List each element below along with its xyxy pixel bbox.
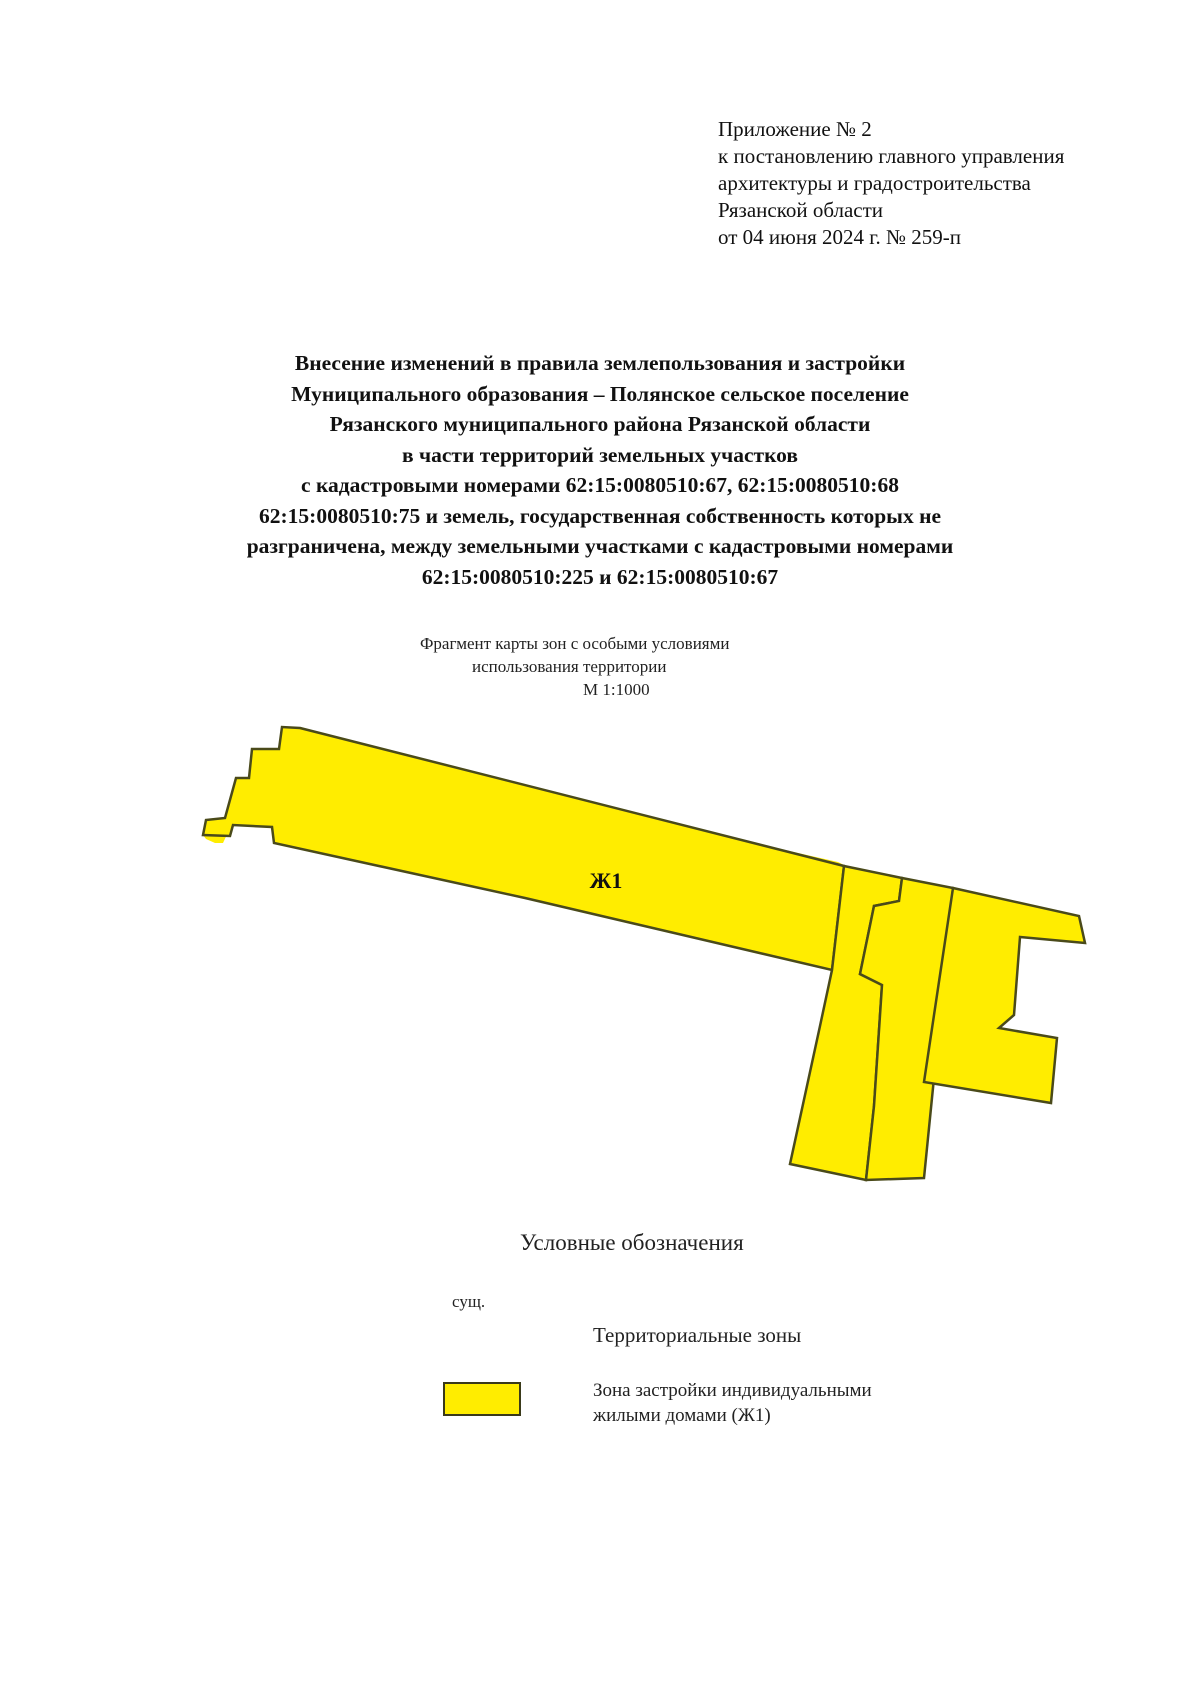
legend-item-line: Зона застройки индивидуальными <box>593 1380 872 1401</box>
legend-title: Условные обозначения <box>520 1230 744 1255</box>
title-line: 62:15:0080510:75 и земель, государственная собственность которых не <box>259 503 941 528</box>
legend-existing-label: сущ. <box>452 1292 486 1311</box>
title-line: с кадастровыми номерами 62:15:0080510:67, 62:15:0080510:68 <box>301 473 899 497</box>
zone-label-zh1: Ж1 <box>589 868 623 893</box>
legend-zh1-description <box>593 1378 872 1428</box>
zone-parcel-main-outline <box>203 727 844 970</box>
appendix-line: архитектуры и градостроительства <box>718 171 1031 195</box>
appendix-line: от 04 июня 2024 г. № 259-п <box>718 225 961 249</box>
legend-zh1-swatch <box>443 1382 521 1416</box>
appendix-line: к постановлению главного управления <box>718 144 1065 168</box>
legend-item-line: жилыми домами (Ж1) <box>593 1405 771 1426</box>
title-line: 62:15:0080510:225 и 62:15:0080510:67 <box>421 564 779 589</box>
map-caption-line: использования территории <box>472 657 667 676</box>
appendix-line: Приложение № 2 <box>718 117 872 141</box>
title-line: Внесение изменений в правила землепользования и застройки <box>294 351 906 375</box>
title-line: Рязанского муниципального района Рязанской области <box>329 412 871 436</box>
zone-zh1-parcels <box>203 727 1085 1180</box>
zone-parcel-east <box>924 888 1085 1103</box>
legend-group-label: Территориальные зоны <box>593 1323 802 1347</box>
title-line: разграничена, между земельными участками с кадастровыми номерами <box>246 534 954 558</box>
map-scale: М 1:1000 <box>583 680 650 699</box>
title-line: Муниципального образования – Полянское сельское поселение <box>291 381 909 406</box>
map-caption-line: Фрагмент карты зон с особыми условиями <box>420 634 730 653</box>
title-line: в части территорий земельных участков <box>401 442 799 467</box>
appendix-line: Рязанской области <box>718 198 884 222</box>
